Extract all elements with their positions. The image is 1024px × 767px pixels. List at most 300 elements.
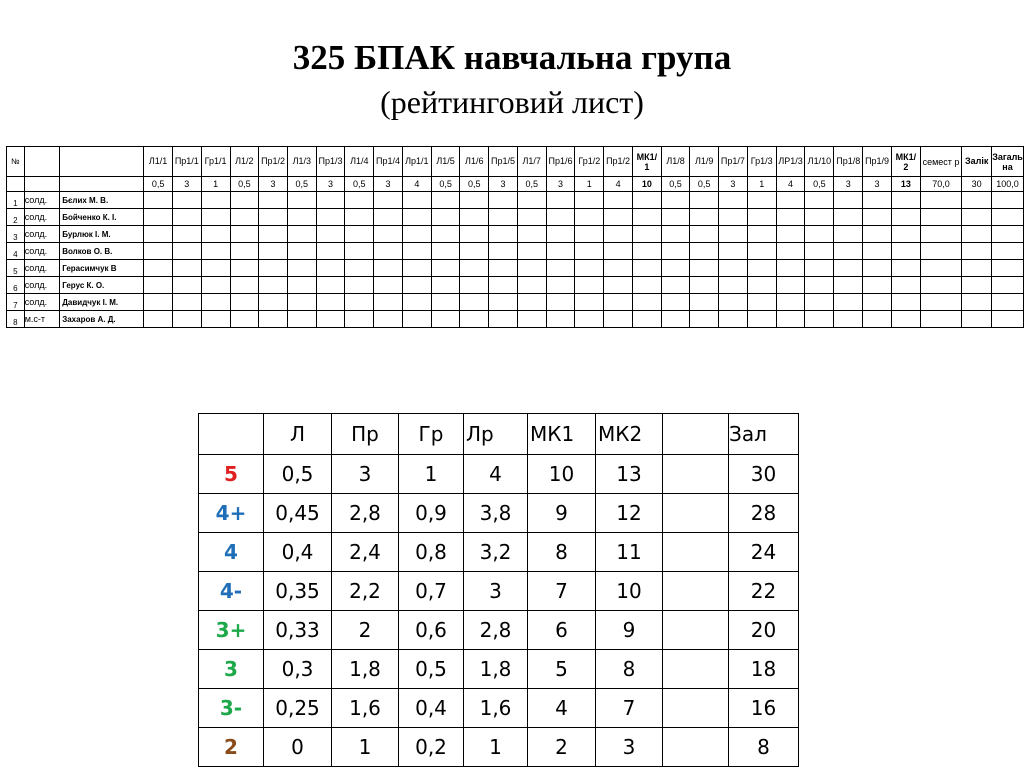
score-cell [345,209,374,226]
score-cell [374,277,403,294]
score-cell [719,311,748,328]
scale-row [199,455,799,494]
column-header: Пр1/1 [172,147,201,177]
column-max-value: 3 [834,177,863,192]
score-cell [633,243,662,260]
score-cell [719,243,748,260]
score-cell [431,243,460,260]
student-number: 8 [7,311,25,328]
score-cell [633,294,662,311]
rank-header [24,147,60,177]
student-rank: солд. [24,277,60,294]
column-max-value: 3 [489,177,518,192]
score-cell [575,192,604,209]
student-row [7,209,1024,226]
score-cell [144,243,173,260]
score-cell [460,260,489,277]
student-rank: солд. [24,294,60,311]
score-cell [719,226,748,243]
column-max-value: 3 [719,177,748,192]
score-cell [230,192,259,209]
score-cell [776,277,805,294]
score-cell [431,209,460,226]
student-name: Бурлюк І. М. [60,226,144,243]
scale-value-cell: 1,8 [464,650,528,689]
scale-value-cell: 24 [729,533,799,572]
scale-value-cell: 3,8 [464,494,528,533]
score-cell [316,311,345,328]
score-cell [345,226,374,243]
scale-value-cell: 7 [596,689,663,728]
scale-value-cell: 5 [528,650,596,689]
score-cell [374,311,403,328]
grade-label: 4 [199,533,264,572]
score-cell [201,243,230,260]
grade-label: 3+ [199,611,264,650]
score-cell [144,260,173,277]
scale-value-cell: 16 [729,689,799,728]
score-cell [460,294,489,311]
column-header: Л1/6 [460,147,489,177]
score-cell [345,294,374,311]
student-number: 2 [7,209,25,226]
scale-value-cell: 0,2 [399,728,464,767]
column-max-value: 10 [633,177,662,192]
scale-value-cell: 1,6 [464,689,528,728]
score-cell [460,226,489,243]
scale-value-cell: 0 [264,728,332,767]
score-cell [891,226,920,243]
score-cell [863,226,892,243]
score-cell [920,311,962,328]
score-cell [489,260,518,277]
score-cell [891,243,920,260]
scale-value-cell: 0,25 [264,689,332,728]
score-cell [891,260,920,277]
column-max-value: 100,0 [992,177,1024,192]
score-cell [920,260,962,277]
score-cell [345,260,374,277]
scale-header-cell: МК1 [528,414,596,455]
score-cell [992,192,1024,209]
score-cell [172,209,201,226]
scale-value-cell: 12 [596,494,663,533]
column-header: Л1/10 [805,147,834,177]
scale-value-cell: 8 [528,533,596,572]
scale-value-cell: 30 [729,455,799,494]
score-cell [546,277,575,294]
score-cell [891,294,920,311]
score-cell [863,243,892,260]
score-cell [460,277,489,294]
score-cell [201,294,230,311]
student-name: Герасимчук В [60,260,144,277]
score-cell [962,260,992,277]
score-cell [402,277,431,294]
scale-value-cell: 6 [528,611,596,650]
column-max-value: 0,5 [345,177,374,192]
column-max-value: 3 [316,177,345,192]
score-cell [604,192,633,209]
score-cell [962,311,992,328]
score-cell [962,209,992,226]
score-cell [345,277,374,294]
student-name: Захаров А. Д. [60,311,144,328]
score-cell [962,243,992,260]
scale-value-cell: 10 [528,455,596,494]
scale-value-cell: 4 [528,689,596,728]
score-cell [661,192,690,209]
scale-value-cell: 2,8 [332,494,399,533]
score-cell [460,243,489,260]
scale-value-cell: 0,9 [399,494,464,533]
scale-value-cell: 0,3 [264,650,332,689]
score-cell [992,294,1024,311]
score-cell [863,260,892,277]
score-cell [834,260,863,277]
column-header: Пр1/9 [863,147,892,177]
score-cell [489,209,518,226]
grade-label: 5 [199,455,264,494]
score-cell [517,192,546,209]
grade-label: 2 [199,728,264,767]
score-cell [920,226,962,243]
score-cell [604,260,633,277]
score-cell [719,192,748,209]
scale-header-cell: Л [264,414,332,455]
scale-value-cell: 1,6 [332,689,399,728]
score-cell [316,260,345,277]
score-cell [719,277,748,294]
score-cell [604,209,633,226]
score-cell [719,294,748,311]
score-cell [992,260,1024,277]
column-max-value: 1 [747,177,776,192]
score-cell [962,277,992,294]
sheet-max-values-row [7,177,1024,192]
score-cell [805,294,834,311]
score-cell [460,209,489,226]
score-cell [805,311,834,328]
column-max-value: 0,5 [805,177,834,192]
student-number: 4 [7,243,25,260]
scale-value-cell: 0,5 [264,455,332,494]
score-cell [575,260,604,277]
scale-value-cell: 2,2 [332,572,399,611]
column-header: Пр1/6 [546,147,575,177]
score-cell [201,277,230,294]
score-cell [575,277,604,294]
score-cell [863,277,892,294]
score-cell [546,192,575,209]
score-cell [661,311,690,328]
score-cell [517,294,546,311]
score-cell [489,311,518,328]
column-max-value: 0,5 [690,177,719,192]
score-cell [402,226,431,243]
score-cell [604,311,633,328]
score-cell [575,243,604,260]
score-cell [489,226,518,243]
score-cell [719,209,748,226]
score-cell [230,294,259,311]
score-cell [517,226,546,243]
score-cell [546,311,575,328]
score-cell [374,294,403,311]
student-number: 6 [7,277,25,294]
student-rank: солд. [24,260,60,277]
score-cell [805,226,834,243]
score-cell [891,209,920,226]
student-row [7,192,1024,209]
scale-value-cell: 9 [596,611,663,650]
score-cell [805,192,834,209]
student-name: Бойченко К. І. [60,209,144,226]
student-row [7,277,1024,294]
column-max-value: 4 [776,177,805,192]
score-cell [201,192,230,209]
score-cell [604,294,633,311]
student-name: Волков О. В. [60,243,144,260]
score-cell [374,243,403,260]
score-cell [287,192,316,209]
column-header: Загаль на [992,147,1024,177]
score-cell [575,311,604,328]
score-cell [172,260,201,277]
score-cell [144,209,173,226]
student-row [7,226,1024,243]
scale-value-cell: 3 [332,455,399,494]
score-cell [517,311,546,328]
score-cell [287,311,316,328]
column-header: МК1/ 1 [633,147,662,177]
score-cell [661,243,690,260]
column-max-value: 4 [402,177,431,192]
score-cell [992,277,1024,294]
score-cell [992,209,1024,226]
scale-value-cell [663,494,729,533]
score-cell [805,243,834,260]
column-max-value: 3 [863,177,892,192]
score-cell [287,294,316,311]
score-cell [402,260,431,277]
score-cell [402,192,431,209]
scale-value-cell: 0,5 [399,650,464,689]
student-rank: солд. [24,226,60,243]
score-cell [992,226,1024,243]
scale-value-cell: 2,8 [464,611,528,650]
score-cell [517,209,546,226]
score-cell [287,243,316,260]
column-max-value: 0,5 [661,177,690,192]
column-max-value: 0,5 [431,177,460,192]
score-cell [546,226,575,243]
score-cell [661,226,690,243]
score-cell [172,226,201,243]
score-cell [604,277,633,294]
scale-header-cell: Гр [399,414,464,455]
score-cell [431,311,460,328]
score-cell [144,226,173,243]
score-cell [834,277,863,294]
score-cell [431,277,460,294]
student-number: 3 [7,226,25,243]
student-rank: солд. [24,243,60,260]
student-name: Давидчук І. М. [60,294,144,311]
score-cell [834,243,863,260]
score-cell [316,294,345,311]
column-header: Гр1/1 [201,147,230,177]
score-cell [920,209,962,226]
score-cell [259,243,288,260]
column-max-value: 0,5 [460,177,489,192]
scale-value-cell: 3,2 [464,533,528,572]
student-row [7,243,1024,260]
score-cell [316,192,345,209]
score-cell [805,260,834,277]
score-cell [345,192,374,209]
score-cell [633,226,662,243]
score-cell [776,192,805,209]
score-cell [546,209,575,226]
scale-value-cell: 13 [596,455,663,494]
score-cell [863,294,892,311]
column-header: Пр1/3 [316,147,345,177]
column-header: Пр1/5 [489,147,518,177]
grade-label: 4+ [199,494,264,533]
rating-sheet-table [6,146,1024,328]
score-cell [316,226,345,243]
column-max-value: 70,0 [920,177,962,192]
scale-value-cell: 0,4 [399,689,464,728]
grade-label: 3 [199,650,264,689]
score-cell [517,243,546,260]
score-cell [863,192,892,209]
page-subtitle: (рейтинговий лист) [380,84,644,120]
column-max-value: 1 [575,177,604,192]
score-cell [747,243,776,260]
score-cell [345,243,374,260]
score-cell [489,294,518,311]
column-max-value: 3 [259,177,288,192]
score-cell [144,277,173,294]
score-cell [374,192,403,209]
score-cell [747,294,776,311]
score-cell [489,192,518,209]
scale-value-cell: 0,33 [264,611,332,650]
column-header: Пр1/2 [604,147,633,177]
score-cell [402,311,431,328]
scale-value-cell: 2,4 [332,533,399,572]
score-cell [690,277,719,294]
score-cell [230,243,259,260]
scale-header-cell: Лр [464,414,528,455]
score-cell [834,192,863,209]
student-number: 5 [7,260,25,277]
scale-value-cell: 1 [399,455,464,494]
score-cell [374,209,403,226]
scale-value-cell: 4 [464,455,528,494]
scale-value-cell [663,455,729,494]
student-rank: солд. [24,192,60,209]
scale-value-cell: 0,8 [399,533,464,572]
score-cell [920,294,962,311]
column-max-value: 4 [604,177,633,192]
scale-value-cell: 3 [464,572,528,611]
score-cell [719,260,748,277]
score-cell [920,243,962,260]
scale-value-cell [663,533,729,572]
column-max-value: 0,5 [144,177,173,192]
score-cell [230,260,259,277]
score-cell [747,311,776,328]
scale-row [199,494,799,533]
column-header: Пр1/2 [259,147,288,177]
scale-value-cell [663,728,729,767]
score-cell [144,311,173,328]
column-max-value: 3 [546,177,575,192]
score-cell [834,294,863,311]
column-header: Л1/9 [690,147,719,177]
student-number: 1 [7,192,25,209]
score-cell [259,277,288,294]
column-header: Л1/8 [661,147,690,177]
score-cell [287,277,316,294]
score-cell [259,192,288,209]
scale-header-cell [663,414,729,455]
score-cell [891,192,920,209]
scale-row [199,572,799,611]
score-cell [575,294,604,311]
score-cell [172,311,201,328]
scale-value-cell [663,572,729,611]
scale-value-cell: 1 [464,728,528,767]
empty-cell [60,177,144,192]
score-cell [287,260,316,277]
score-cell [661,209,690,226]
score-cell [489,243,518,260]
scale-value-cell: 9 [528,494,596,533]
column-max-value: 3 [172,177,201,192]
student-row [7,294,1024,311]
column-header: Л1/2 [230,147,259,177]
scale-row [199,650,799,689]
score-cell [992,311,1024,328]
score-cell [863,209,892,226]
score-cell [575,209,604,226]
score-cell [345,311,374,328]
column-max-value: 13 [891,177,920,192]
scale-header-cell: Пр [332,414,399,455]
column-header: Гр1/3 [747,147,776,177]
scale-value-cell: 8 [729,728,799,767]
score-cell [230,277,259,294]
score-cell [834,226,863,243]
score-cell [374,226,403,243]
score-cell [962,226,992,243]
scale-value-cell: 11 [596,533,663,572]
score-cell [546,243,575,260]
score-cell [172,294,201,311]
score-cell [402,294,431,311]
score-cell [259,311,288,328]
column-header: Лр1/1 [402,147,431,177]
score-cell [633,311,662,328]
scale-row [199,689,799,728]
score-cell [747,260,776,277]
score-cell [374,260,403,277]
score-cell [431,192,460,209]
